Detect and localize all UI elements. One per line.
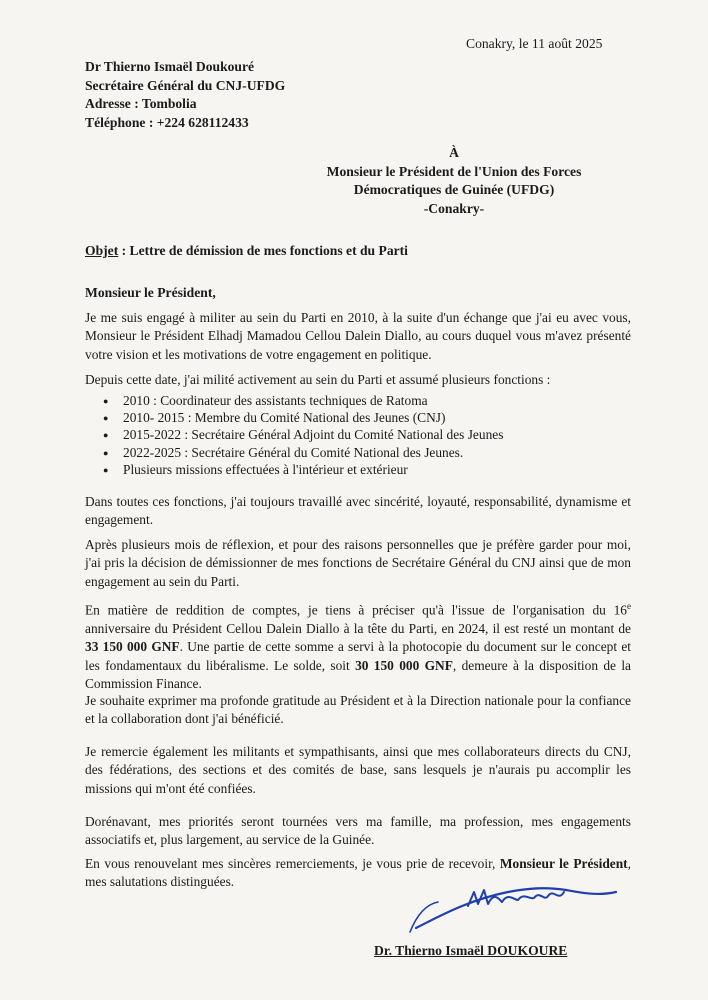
signatory-name: Dr. Thierno Ismaël DOUKOURE bbox=[374, 943, 568, 958]
paragraph-decision: Après plusieurs mois de réflexion, et pour des raisons personnelles que je préfère garder pour moi, j'ai pris la décision de démissionner de mes fonctions de Secrétaire Général du CNJ ainsi que de mon engagement au sein du Parti. bbox=[85, 537, 631, 589]
sender-name: Dr Thierno Ismaël Doukouré bbox=[85, 59, 255, 74]
ordinal-suffix: e bbox=[627, 601, 631, 611]
paragraph-thanks: Je remercie également les militants et sympathisants, ainsi que mes collaborateurs directs du CNJ, des fédérations, des sections et des comités de base, sans lesquels je n'aurais pu accomplir les missions qui m'ont été confiées. bbox=[85, 744, 631, 796]
object-line bbox=[85, 243, 408, 259]
recipient-line-3: -Conakry- bbox=[423, 200, 485, 216]
amount-remaining: 33 150 000 GNF bbox=[85, 639, 180, 655]
sender-block bbox=[85, 58, 285, 132]
paragraph-priorities: Dorénavant, mes priorités seront tournées vers ma famille, ma profession, mes engagements associatifs et, plus largement, au service de la Guinée. bbox=[85, 814, 631, 848]
recipient-line-1: Monsieur le Président de l'Union des Forces bbox=[326, 163, 582, 179]
recipient-block bbox=[318, 144, 590, 218]
list-item: ● 2010 : Coordinateur des assistants techniques de Ratoma bbox=[123, 392, 643, 409]
closing-addressee: Monsieur le Président bbox=[499, 856, 628, 871]
object-label: Objet bbox=[85, 243, 119, 258]
closing-text-a: En vous renouvelant mes sincères remerciements, je vous prie de recevoir, bbox=[85, 856, 500, 871]
recipient-to: À bbox=[449, 145, 459, 160]
closing-text-b: , mes salutations distinguées. bbox=[85, 856, 631, 890]
handwritten-signature bbox=[398, 862, 638, 942]
date-line: Conakry, le 11 août 2025 bbox=[466, 36, 603, 51]
roles-list bbox=[85, 392, 643, 478]
list-item: ● 2010- 2015 : Membre du Comité National des Jeunes (CNJ) bbox=[123, 409, 643, 426]
accounts-text-c: . Une partie de cette somme a servi à la photocopie du document sur le concept et les fondamentaux du libéralisme. Le solde, soit bbox=[85, 639, 631, 673]
list-item: ● Plusieurs missions effectuées à l'intérieur et extérieur bbox=[123, 461, 643, 478]
salutation: Monsieur le Président, bbox=[85, 285, 216, 300]
list-item: ● 2022-2025 : Secrétaire Général du Comité National des Jeunes. bbox=[123, 444, 643, 461]
list-item: ● 2015-2022 : Secrétaire Général Adjoint du Comité National des Jeunes bbox=[123, 426, 643, 443]
accounts-text-b: anniversaire du Président Cellou Dalein Diallo à la tête du Parti, en 2024, il est resté un montant de bbox=[85, 620, 631, 636]
paragraph-gratitude: Je souhaite exprimer ma profonde gratitude au Président et à la Direction nationale pour la confiance et la collaboration dont j'ai bénéficié. bbox=[85, 693, 631, 727]
sender-title: Secrétaire Général du CNJ-UFDG bbox=[85, 77, 286, 93]
recipient-line-2: Démocratiques de Guinée (UFDG) bbox=[353, 182, 555, 198]
object-text: : Lettre de démission de mes fonctions et du Parti bbox=[118, 243, 408, 258]
paragraph-engagement: Je me suis engagé à militer au sein du Parti en 2010, à la suite d'un échange que j'ai eu avec vous, Monsieur le Président Elhadj Mamadou Cellou Dalein Diallo, au cours duquel vous m'avez présenté votre vision et les motivations de votre engagement en politique. bbox=[85, 310, 631, 362]
paragraph-qualities: Dans toutes ces fonctions, j'ai toujours travaillé avec sincérité, loyauté, responsabilité, dynamisme et engagement. bbox=[85, 494, 631, 528]
sender-phone: Téléphone : +224 628112433 bbox=[85, 114, 249, 130]
accounts-text-a: En matière de reddition de comptes, je tiens à préciser qu'à l'issue de l'organisation du 16 bbox=[85, 602, 627, 618]
paragraph-accounts bbox=[85, 597, 631, 694]
accounts-text-d: , demeure à la disposition de la Commission Finance. bbox=[85, 657, 631, 692]
paragraph-functions-intro: Depuis cette date, j'ai milité activement au sein du Parti et assumé plusieurs fonctions : bbox=[85, 372, 551, 387]
sender-address: Adresse : Tombolia bbox=[85, 96, 197, 112]
amount-balance: 30 150 000 GNF bbox=[355, 657, 453, 673]
